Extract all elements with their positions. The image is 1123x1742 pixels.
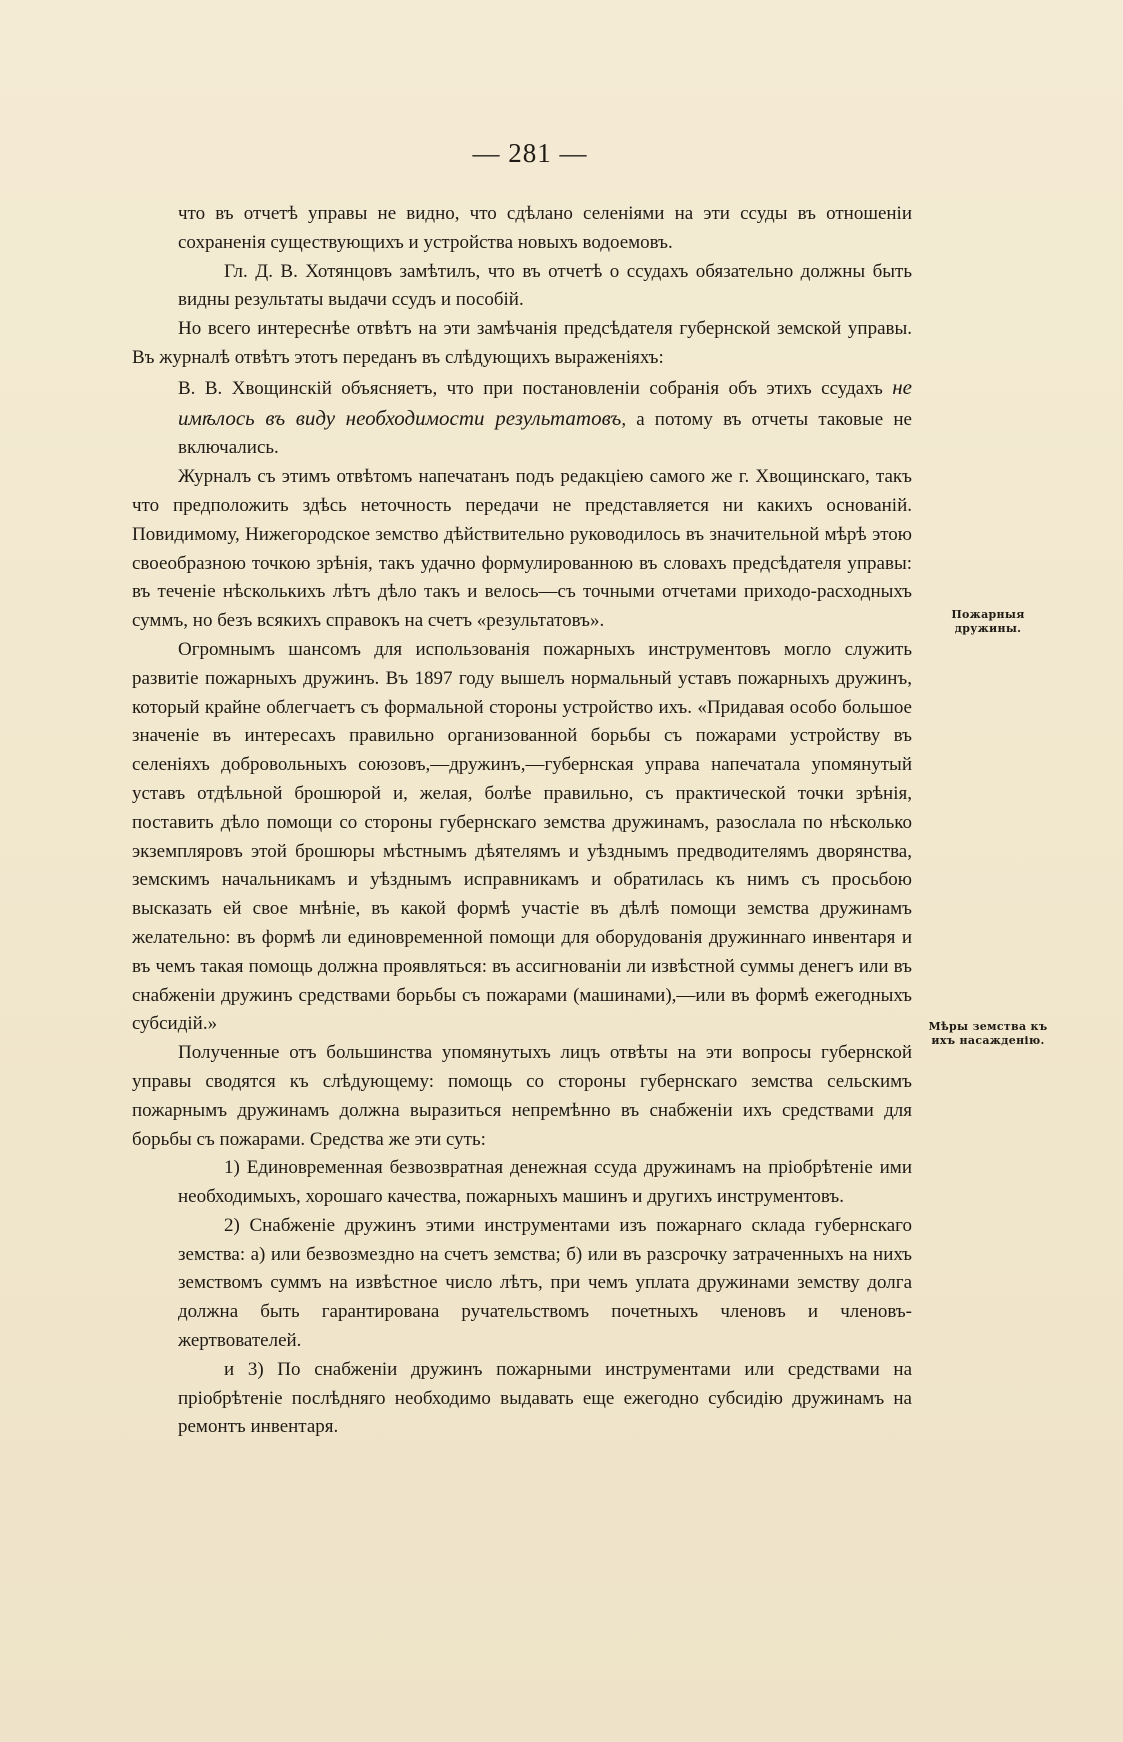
margin-note-zemstvo-measures: Мѣры земства къ ихъ насажденію. — [928, 1020, 1048, 1047]
paragraph: Журналъ съ этимъ отвѣтомъ напечатанъ подъ редакціею самого же г. Хвощинскаго, такъ что предположить здѣсь неточность передачи не представляется ни какихъ основаній. Повидимому, Нижегородское земство дѣйствительно руководилось въ значительной мѣрѣ этою своеобразною точкою зрѣнія, такъ удачно формулированною въ словахъ предсѣдателя управы: въ теченіе нѣсколькихъ лѣтъ дѣло такъ и велось—съ точными отчетами приходо-расходныхъ суммъ, но безъ всякихъ справокъ на счетъ «результатовъ». — [132, 466, 912, 632]
paragraph: что въ отчетѣ управы не видно, что сдѣлано селеніями на эти ссуды въ отношеніи сохраненія существующихъ и устройства новыхъ водоемовъ. — [178, 203, 912, 253]
quote-paragraph — [132, 373, 912, 463]
body-text — [132, 200, 912, 1442]
list-item: 1) Единовременная безвозвратная денежная ссуда дружинамъ на пріобрѣтеніе ими необходимыхъ, хорошаго качества, пожарныхъ машинъ и другихъ инструментовъ. — [178, 1157, 912, 1208]
paragraph: Огромнымъ шансомъ для использованія пожарныхъ инструментовъ могло служить развитіе пожарныхъ дружинъ. Въ 1897 году вышелъ нормальный уставъ пожарныхъ дружинъ, который крайне облегчаетъ съ формальной стороны устройство ихъ. «Придавая особо большое значеніе въ интересахъ правильно организованной борьбы съ пожарами устройству въ селеніяхъ добровольныхъ союзовъ,—дружинъ,—губернская управа напечатала упомянутый уставъ отдѣльной брошюрой и, желая, болѣе правильно, съ практической точки зрѣнія, поставить дѣло помощи со стороны губернскаго земства дружинамъ, разослала по нѣсколько экземпляровъ этой брошюры мѣстнымъ дѣятелямъ и уѣзднымъ предводителямъ дворянства, земскимъ начальникамъ и уѣзднымъ исправникамъ и обратилась къ нимъ съ просьбою высказать ей свое мнѣніе, въ какой формѣ участіе въ дѣлѣ помощи земства дружинамъ желательно: въ формѣ ли единовременной помощи для оборудованія дружиннаго инвентаря и въ чемъ такая помощь должна проявляться: въ ассигнованіи ли извѣстной суммы денегъ или въ снабженіи дружинъ средствами борьбы съ пожарами (машинами),—или въ формѣ ежегодныхъ субсидій.» — [132, 638, 912, 1035]
list-item: 2) Снабженіе дружинъ этими инструментами изъ пожарнаго склада губернскаго земства: а) или безвозмездно на счетъ земства; б) или въ разсрочку затраченныхъ на нихъ земствомъ суммъ на извѣстное число лѣтъ, при чемъ уплата дружинами земству долга должна быть гарантирована ручательствомъ почетныхъ членовъ и членовъ-жертвователей. — [178, 1214, 912, 1352]
list-item: и 3) По снабженіи дружинъ пожарными инструментами или средствами на пріобрѣтеніе послѣдняго необходимо выдавать еще ежегодно субсидію дружинамъ на ремонтъ инвентаря. — [178, 1358, 912, 1438]
quote-emphasis: не имѣлось въ виду необходимости результатовъ — [178, 374, 912, 430]
paragraph: Полученные отъ большинства упомянутыхъ лицъ отвѣты на эти вопросы губернской управы сводятся къ слѣдующему: помощь со стороны губернскаго земства сельскимъ пожарнымъ дружинамъ должна выразиться непремѣнно въ снабженіи ихъ средствами для борьбы съ пожарами. Средства же эти суть: — [132, 1042, 912, 1150]
margin-note-fire-brigades: Пожарныя дружины. — [951, 608, 1025, 635]
paragraph: Гл. Д. В. Хотянцовъ замѣтилъ, что въ отчетѣ о ссудахъ обязательно должны быть видны результаты выдачи ссудъ и пособій. — [178, 260, 912, 311]
page-number: — 281 — — [472, 138, 588, 168]
quote-text-before: В. В. Хвощинскій объясняетъ, что при постановленіи собранія объ этихъ ссудахъ — [178, 377, 893, 399]
paragraph: Но всего интереснѣе отвѣтъ на эти замѣчанія предсѣдателя губернской земской управы. Въ журналѣ отвѣтъ этотъ переданъ въ слѣдующихъ выраженіяхъ: — [132, 318, 912, 368]
quote-text-after: , а потому въ отчеты таковые не включались. — [178, 408, 912, 459]
